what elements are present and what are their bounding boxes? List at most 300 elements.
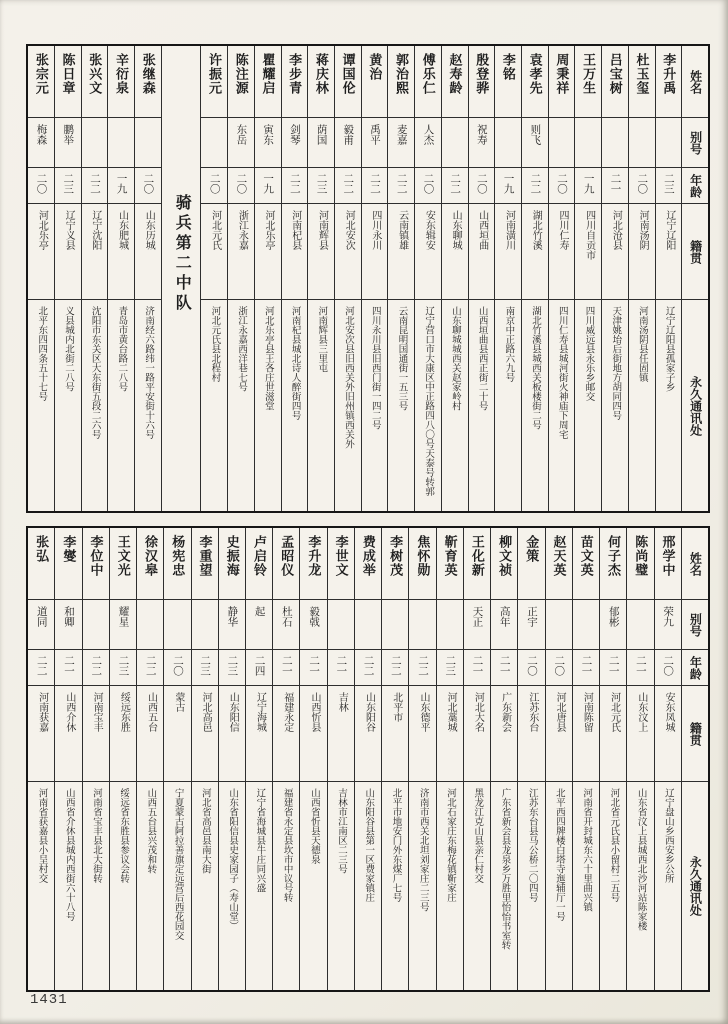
person-age <box>382 650 408 686</box>
person-address <box>228 300 254 511</box>
person-age <box>575 168 601 204</box>
person-native-place <box>362 204 388 300</box>
person-age <box>655 650 681 686</box>
person-age-text: 二一 <box>607 655 620 676</box>
person-age <box>135 168 161 204</box>
unit-divider-label <box>162 46 201 511</box>
person-alias-text: 则飞 <box>529 124 542 145</box>
person-address-text: 山东省汶上县城西北沙河站陈家楼 <box>635 788 647 931</box>
person-age <box>192 650 218 686</box>
person-age-text: 二二 <box>90 655 103 676</box>
header-name <box>682 46 708 118</box>
person-age <box>388 168 414 204</box>
person-native-place-text: 吉林 <box>336 692 348 712</box>
person-age-text: 二二 <box>88 173 101 194</box>
person-name <box>491 528 517 600</box>
person-native-place-text: 河北安次 <box>343 210 355 250</box>
person-age-text: 二〇 <box>235 173 248 194</box>
person-alias-text: 毅甫 <box>342 124 355 145</box>
person-native-place <box>55 204 81 300</box>
person-alias-text: 人杰 <box>422 124 435 145</box>
person-address-text: 河南省宝丰县北大街转 <box>90 788 102 883</box>
person-column <box>572 528 599 990</box>
person-alias-text: 静华 <box>226 606 239 627</box>
person-alias <box>273 600 299 650</box>
person-address-text: 南京中正路六九号 <box>503 306 515 382</box>
person-name-text: 黄治 <box>367 53 383 81</box>
person-name-text: 李世文 <box>333 535 349 577</box>
person-name-text: 陈日章 <box>60 53 76 95</box>
header-address <box>682 782 708 990</box>
person-name <box>629 46 655 118</box>
person-column <box>626 528 653 990</box>
person-age-text: 二〇 <box>422 173 435 194</box>
registry-tables <box>26 44 710 992</box>
person-alias <box>629 118 655 168</box>
person-address <box>308 300 334 511</box>
person-native-place-text: 湖北竹溪 <box>530 210 542 250</box>
person-name <box>600 528 626 600</box>
person-age <box>308 168 334 204</box>
person-native-place <box>573 686 599 782</box>
person-address-text: 山西省介休县城内西街六十八号 <box>63 788 75 921</box>
person-address <box>627 782 653 990</box>
person-native-place <box>255 204 281 300</box>
person-address <box>437 782 463 990</box>
person-name-text: 张继森 <box>140 53 156 95</box>
person-column <box>200 46 227 511</box>
person-age-text: 二〇 <box>636 173 649 194</box>
person-address-text: 青岛市黄台路二八号 <box>116 306 128 392</box>
person-alias <box>602 118 628 168</box>
person-name <box>518 528 544 600</box>
person-native-place-text: 山东阳信 <box>227 692 239 732</box>
person-address-text: 河北安次县旧西关外旧州镇西关外 <box>343 306 355 449</box>
person-native-place <box>83 686 109 782</box>
person-native-place-text: 河北元氏 <box>608 692 620 732</box>
person-native-place <box>137 686 163 782</box>
person-alias-text: 鹏举 <box>62 124 75 145</box>
person-native-place-text: 河南宝丰 <box>91 692 103 732</box>
person-name-text: 许振元 <box>207 53 223 95</box>
person-age <box>495 168 521 204</box>
person-address-text: 河北省高邑县南大街 <box>199 788 211 874</box>
person-name <box>495 46 521 118</box>
person-name <box>137 528 163 600</box>
person-column <box>54 46 81 511</box>
person-age <box>246 650 272 686</box>
person-native-place-text: 河北高邑 <box>200 692 212 732</box>
person-name-text: 赵天英 <box>551 535 567 577</box>
person-alias <box>228 118 254 168</box>
person-alias <box>164 600 190 650</box>
person-address <box>464 782 490 990</box>
person-address <box>164 782 190 990</box>
person-alias <box>110 600 136 650</box>
person-alias <box>546 600 572 650</box>
person-age-text: 二〇 <box>662 655 675 676</box>
person-name-text: 吕宝树 <box>607 53 623 95</box>
person-address <box>83 782 109 990</box>
person-column <box>272 528 299 990</box>
person-alias <box>549 118 575 168</box>
person-name-text: 傅乐仁 <box>420 53 436 95</box>
person-address <box>546 782 572 990</box>
person-native-place <box>382 686 408 782</box>
header-alias <box>682 600 708 650</box>
person-alias <box>464 600 490 650</box>
registry-table-top <box>26 44 710 513</box>
person-alias <box>355 600 381 650</box>
person-address <box>575 300 601 511</box>
person-column <box>134 46 161 511</box>
person-native-place-text: 福建永定 <box>281 692 293 732</box>
person-age-text: 二二 <box>395 173 408 194</box>
person-age-text: 二〇 <box>208 173 221 194</box>
person-name-text: 谭国伦 <box>340 53 356 95</box>
person-address <box>415 300 441 511</box>
person-native-place <box>469 204 495 300</box>
person-column <box>436 528 463 990</box>
person-age <box>491 650 517 686</box>
person-age-text: 一九 <box>115 173 128 194</box>
person-alias-text: 麦嘉 <box>395 124 408 145</box>
header-age-text: 年龄 <box>688 173 703 198</box>
person-alias <box>491 600 517 650</box>
person-age <box>335 168 361 204</box>
header-column <box>681 46 708 511</box>
person-alias <box>522 118 548 168</box>
person-alias <box>55 600 81 650</box>
person-native-place-text: 辽宁海城 <box>254 692 266 732</box>
person-age <box>137 650 163 686</box>
person-native-place <box>600 686 626 782</box>
person-age <box>282 168 308 204</box>
person-native-place-text: 山东汶上 <box>635 692 647 732</box>
person-native-place-text: 四川仁寿 <box>556 210 568 250</box>
person-address-text: 北平东四四条五十七号 <box>36 306 48 401</box>
person-address <box>355 782 381 990</box>
person-alias <box>656 118 682 168</box>
header-age-text: 年龄 <box>688 655 703 680</box>
person-column <box>81 46 108 511</box>
person-address-text: 浙江永嘉西洋巷七号 <box>236 306 248 392</box>
person-column <box>218 528 245 990</box>
person-address-text: 河南省开封城东六十里曲兴镇 <box>581 788 593 912</box>
person-name <box>442 46 468 118</box>
person-name-text: 瞿耀启 <box>260 53 276 95</box>
person-column <box>136 528 163 990</box>
person-name-text: 李步青 <box>287 53 303 95</box>
header-native <box>682 686 708 782</box>
person-age <box>546 650 572 686</box>
person-address <box>192 782 218 990</box>
person-name-text: 李燮 <box>61 535 77 563</box>
person-address-text: 山东聊城城西关赵家岭村 <box>449 306 461 411</box>
person-column <box>601 46 628 511</box>
person-age <box>549 168 575 204</box>
person-name-text: 焦怀勋 <box>415 535 431 577</box>
person-native-place <box>437 686 463 782</box>
person-native-place <box>518 686 544 782</box>
header-alias <box>682 118 708 168</box>
person-native-place <box>55 686 81 782</box>
person-name-text: 王万生 <box>581 53 597 95</box>
person-native-place-text: 云南镇雄 <box>396 210 408 250</box>
person-name <box>246 528 272 600</box>
person-address-text: 沈阳市东关区大东街五段二六号 <box>89 306 101 439</box>
person-native-place <box>273 686 299 782</box>
person-native-place <box>28 686 54 782</box>
person-name-text: 郭治熙 <box>394 53 410 95</box>
person-address-text: 四川永川县旧西门街一四二号 <box>369 306 381 430</box>
person-address <box>137 782 163 990</box>
person-age-text: 二一 <box>63 655 75 676</box>
person-name-text: 赵寿龄 <box>447 53 463 95</box>
person-age <box>28 650 54 686</box>
person-column <box>494 46 521 511</box>
person-native-place <box>300 686 326 782</box>
person-age <box>573 650 599 686</box>
header-age <box>682 168 708 204</box>
header-native <box>682 204 708 300</box>
person-native-place <box>135 204 161 300</box>
person-native-place-text: 河北唐县 <box>554 692 566 732</box>
header-name <box>682 528 708 600</box>
person-age-text: 二二 <box>362 655 375 676</box>
person-alias-text: 天正 <box>471 606 484 627</box>
person-native-place-text: 四川永川 <box>369 210 381 250</box>
person-native-place <box>442 204 468 300</box>
person-age-text: 二一 <box>280 655 293 676</box>
person-alias <box>362 118 388 168</box>
person-address-text: 辽宁盘山乡西安乡公所 <box>662 788 674 883</box>
person-address-text: 云南昆明国通街一五三号 <box>396 306 408 411</box>
person-column <box>28 46 54 511</box>
person-address-text: 辽宁营口市大康区中正路四八〇号天泰号转郭 <box>423 306 435 496</box>
person-age <box>328 650 354 686</box>
person-address-text: 山西垣曲县西正街二十号 <box>476 306 488 411</box>
person-name-text: 费成举 <box>360 535 376 577</box>
person-address <box>55 300 81 511</box>
person-column <box>517 528 544 990</box>
person-name <box>575 46 601 118</box>
person-address-text: 河南杞县城北诗人醉街四号 <box>289 306 301 420</box>
person-alias <box>409 600 435 650</box>
person-column <box>28 528 54 990</box>
person-address-text: 山西省忻县天德泉 <box>308 788 320 864</box>
person-native-place <box>201 204 227 300</box>
person-age <box>83 650 109 686</box>
person-address-text: 义县城内北街二八号 <box>62 306 74 392</box>
person-address <box>108 300 134 511</box>
person-native-place-text: 山西介休 <box>63 692 75 732</box>
person-native-place-text: 河南获嘉 <box>36 692 48 732</box>
person-name-text: 张宗元 <box>33 53 49 95</box>
person-age <box>300 650 326 686</box>
person-alias <box>437 600 463 650</box>
person-name <box>273 528 299 600</box>
person-age-text: 二一 <box>580 655 593 676</box>
person-alias <box>308 118 334 168</box>
person-address-text: 辽宁辽阳县孤家子乡 <box>663 306 675 392</box>
person-age-text: 二一 <box>609 173 622 194</box>
person-column <box>381 528 408 990</box>
person-column <box>54 528 81 990</box>
header-address-text: 永久通讯处 <box>688 375 703 436</box>
person-age-text: 二二 <box>288 173 301 194</box>
person-name <box>415 46 441 118</box>
person-name <box>335 46 361 118</box>
person-name-text: 何子杰 <box>606 535 621 577</box>
person-native-place <box>355 686 381 782</box>
person-alias-text: 东岳 <box>235 124 248 145</box>
person-age-text: 二〇 <box>171 655 184 676</box>
person-age-text: 二三 <box>315 173 328 194</box>
person-address <box>382 782 408 990</box>
person-address-text: 河北石家庄东梅花镇靳家庄 <box>444 788 456 902</box>
person-address <box>219 782 245 990</box>
person-name-text: 卢启铃 <box>251 535 267 577</box>
person-address <box>409 782 435 990</box>
person-alias <box>573 600 599 650</box>
person-age-text: 二二 <box>369 173 382 194</box>
person-address <box>28 300 54 511</box>
person-alias <box>335 118 361 168</box>
person-name <box>409 528 435 600</box>
person-name <box>546 528 572 600</box>
person-name <box>83 528 109 600</box>
person-column <box>254 46 281 511</box>
person-alias-text: 和卿 <box>63 606 75 627</box>
person-name <box>28 46 54 118</box>
person-native-place <box>409 686 435 782</box>
person-column <box>245 528 272 990</box>
person-address <box>282 300 308 511</box>
person-age <box>219 650 245 686</box>
person-native-place-text: 河南辉县 <box>316 210 328 250</box>
person-address-text: 天津姚坮后街地方胡同四号 <box>610 306 622 420</box>
person-native-place <box>549 204 575 300</box>
person-native-place <box>602 204 628 300</box>
person-native-place <box>228 204 254 300</box>
unit-divider-label-text: 骑兵第二中队 <box>173 194 191 314</box>
person-alias <box>28 118 54 168</box>
person-age <box>627 650 653 686</box>
person-name-text: 李升龙 <box>306 535 322 577</box>
person-native-place-text: 山西忻县 <box>309 692 320 732</box>
person-native-place-text: 山东历城 <box>143 210 155 250</box>
person-native-place <box>28 204 54 300</box>
person-column <box>654 528 681 990</box>
person-address-text: 济南经六路纬一路平安街十六号 <box>143 306 155 439</box>
person-name <box>328 528 354 600</box>
person-column <box>655 46 682 511</box>
person-native-place <box>627 686 653 782</box>
person-address <box>629 300 655 511</box>
person-name-text: 殷登骅 <box>474 53 490 95</box>
person-age-text: 二二 <box>35 655 48 676</box>
person-column <box>441 46 468 511</box>
person-address <box>82 300 108 511</box>
person-age-text: 二二 <box>389 655 402 676</box>
person-age-text: 二〇 <box>35 173 48 194</box>
person-age-text: 二〇 <box>475 173 488 194</box>
person-name <box>308 46 334 118</box>
person-address <box>388 300 414 511</box>
person-alias <box>82 118 108 168</box>
person-alias <box>575 118 601 168</box>
person-age-text: 二〇 <box>556 173 569 194</box>
person-column <box>107 46 134 511</box>
person-name-text: 李重望 <box>197 535 213 577</box>
person-age <box>55 650 81 686</box>
person-column <box>548 46 575 511</box>
person-address-text: 河北乐亭县王各庄世滋堂 <box>262 306 274 411</box>
person-address <box>362 300 388 511</box>
person-name <box>255 46 281 118</box>
person-alias <box>300 600 326 650</box>
person-native-place-text: 河南杞县 <box>289 210 301 250</box>
person-address-text: 北平西四牌楼白塔寺迤辅厅一号 <box>553 788 565 921</box>
person-age <box>629 168 655 204</box>
person-age-text: 二一 <box>634 655 647 676</box>
person-address <box>28 782 54 990</box>
header-address-text: 永久通讯处 <box>688 856 703 916</box>
person-name <box>300 528 326 600</box>
person-column <box>163 528 190 990</box>
person-native-place-text: 山东德平 <box>417 692 429 732</box>
person-address-text: 广东省新会县龙泉乡万胜里怡怡书室转 <box>499 788 511 950</box>
person-age <box>437 650 463 686</box>
person-name <box>573 528 599 600</box>
person-name <box>28 528 54 600</box>
person-address <box>55 782 81 990</box>
person-column <box>545 528 572 990</box>
person-name <box>55 528 81 600</box>
person-age <box>55 168 81 204</box>
person-column <box>191 528 218 990</box>
person-native-place-text: 辽宁辽阳 <box>663 210 675 250</box>
person-name <box>627 528 653 600</box>
person-age <box>108 168 134 204</box>
person-name-text: 王化新 <box>469 535 485 577</box>
person-name-text: 靳育英 <box>442 535 458 577</box>
header-age <box>682 650 708 686</box>
person-name-text: 邢学中 <box>660 535 676 577</box>
person-address-text: 山西五台县兴茂和转 <box>145 788 157 874</box>
person-address-text: 山东省阳信县史家园子（寿山堂） <box>227 788 239 931</box>
person-age-text: 二一 <box>471 655 484 676</box>
person-address-text: 山东阳谷县第一区费家镇庄 <box>363 788 375 902</box>
person-native-place-text: 绥远东胜 <box>118 692 130 732</box>
person-name-text: 李铭 <box>500 53 516 81</box>
person-native-place <box>656 204 682 300</box>
person-address <box>602 300 628 511</box>
person-native-place <box>546 686 572 782</box>
person-age-text: 二四 <box>253 655 266 676</box>
person-age <box>602 168 628 204</box>
person-address-text: 河南省获嘉县小呈村交 <box>36 788 48 883</box>
registry-table-bottom <box>26 526 710 992</box>
header-native-text: 籍贯 <box>688 239 703 264</box>
person-address <box>328 782 354 990</box>
person-address-text: 河南汤阴县任固镇 <box>636 306 648 382</box>
person-address-text: 河北元氏县北程村 <box>209 306 221 382</box>
person-address-text: 福建省永定县坎市中议号转 <box>281 788 293 902</box>
person-name <box>602 46 628 118</box>
person-age-text: 一九 <box>502 173 515 194</box>
